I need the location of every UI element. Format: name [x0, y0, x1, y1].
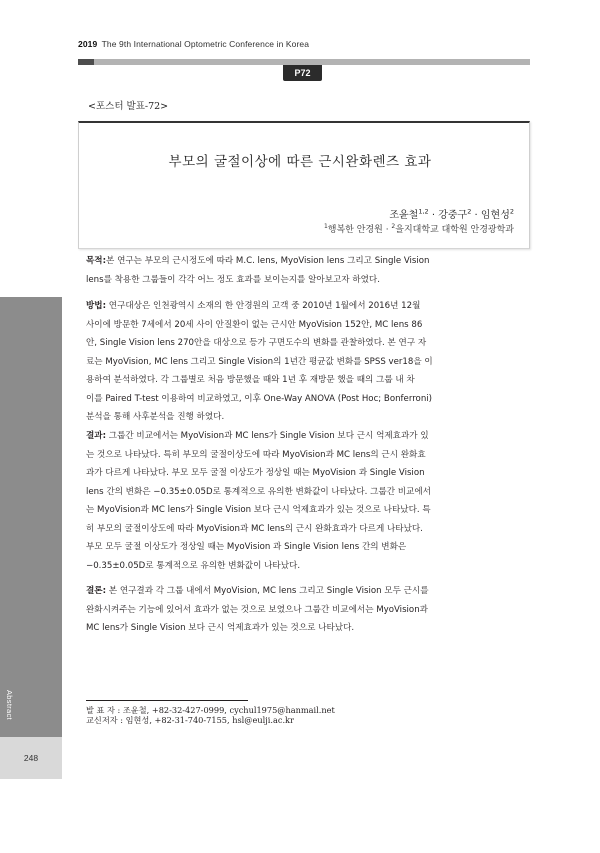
author-sup: 2 — [509, 207, 514, 216]
author-sup: 1,2 — [418, 207, 429, 216]
section-line: −0.35±0.05D로 통계적으로 유의한 변화값이 나타났다. — [86, 560, 301, 571]
poster-badge: P72 — [283, 65, 322, 81]
section-conclusion — [86, 582, 510, 638]
section-line: lens 간의 변화은 −0.35±0.05D로 통계적으로 유의한 변화값이 나타났다. 그룹간 비교에서 — [86, 486, 431, 497]
section-line: 완화시켜주는 기능에 있어서 효과가 없는 것으로 보였으나 그룹간 비교에서는 MyoVision과 — [86, 604, 428, 615]
author-separator: · — [428, 210, 439, 221]
side-tab-label: Abstract — [5, 690, 14, 720]
footnote-rule — [86, 700, 248, 701]
poster-label: <포스터 발표-72> — [88, 101, 169, 112]
section-line: 는 MyoVision과 MC lens가 Single Vision 보다 근시 억제효과가 있는 것으로 나타났다. 특 — [86, 505, 431, 515]
section-label: 결과: — [86, 431, 107, 441]
side-tab — [0, 297, 62, 737]
affiliation-text: 을지대학교 대학원 안경광학과 — [395, 225, 514, 235]
author-separator: · — [471, 210, 481, 221]
affiliation-list: $^1$행복한 안경원 · $^2$을지대학교 대학원 안경광학과 — [323, 223, 514, 235]
header-year: 2019 — [78, 39, 98, 49]
section-line: 본 연구결과 각 그룹 내에서 MyoVision, MC lens 그리고 Single Vision 모두 근시를 — [108, 586, 429, 596]
page-number: 248 — [23, 753, 39, 763]
author-list — [389, 206, 514, 221]
section-purpose — [86, 252, 510, 289]
section-line: 용하여 분석하였다. 각 그룹별로 처음 방문했을 때와 1년 후 재방문 했을 때의 그룹 내 차 — [86, 375, 415, 385]
footnote-presenter: 발 표 자 : 조윤철, +82-32-427-0999, cychul1975@hanmail.net — [86, 705, 335, 715]
section-label: 결론: — [86, 586, 107, 596]
page-number-box — [0, 737, 62, 779]
section-line: 이를 Paired T-test 이용하여 비교하였고, 이후 One-Way ANOVA (Post Hoc; Bonferroni) — [86, 393, 433, 404]
section-result — [86, 427, 510, 575]
section-line: lens를 착용한 그룹들이 각각 어느 정도 효과를 보이는지를 알아보고자 하였다. — [86, 274, 380, 285]
section-line: 본 연구는 부모의 근시정도에 따라 M.C. lens, MyoVision lens 그리고 Single Vision — [106, 256, 430, 266]
section-line: 연구대상은 인천광역시 소재의 한 안경원의 고객 중 2010년 1월에서 2016년 12월 — [108, 301, 421, 311]
top-rule-accent — [78, 59, 94, 65]
affiliation-text: 행복한 안경원 — [327, 225, 383, 235]
section-line: MC lens가 Single Vision 보다 근시 억제효과가 있는 것으로 나타났다. — [86, 623, 355, 633]
section-line: 분석을 통해 사후분석을 진행 하였다. — [86, 412, 225, 422]
affiliation-sup: 1 — [323, 223, 328, 230]
section-label: 방법: — [86, 301, 107, 311]
footnote-corresponding: 교신저자 : 임현성, +82-31-740-7155, hsl@eulji.ac.kr — [86, 715, 294, 725]
author-name: 조윤철 — [389, 210, 419, 221]
section-method — [86, 297, 510, 427]
section-label: 목적: — [86, 256, 107, 266]
section-line: 료는 MyoVision, MC lens 그리고 Single Vision의 1년간 평균값 변화를 SPSS ver18을 이 — [86, 356, 433, 367]
section-line: 과가 다르게 나타났다. 부모 모두 굴절 이상도가 정상일 때는 MyoVision 과 Single Vision — [86, 468, 425, 478]
paper-title: 부모의 굴절이상에 따른 근시완화렌즈 효과 — [168, 154, 432, 170]
section-line: 부모 모두 굴절 이상도가 정상일 때는 MyoVision 과 Single Vision lens 간의 변화은 — [86, 542, 407, 552]
author-sup: 2 — [467, 207, 472, 216]
section-line: 안, Single Vision lens 270안을 대상으로 등가 구면도수의 변화를 관찰하였다. 본 연구 자 — [86, 338, 427, 348]
author-name: 임현성 — [480, 210, 510, 221]
section-line: 히 부모의 굴절이상도에 따라 MyoVision과 MC lens의 근시 완화효과가 다르게 나타났다. — [86, 523, 423, 534]
header-conference: The 9th International Optometric Conference in Korea — [101, 39, 310, 49]
section-line: 그룹간 비교에서는 MyoVision과 MC lens가 Single Vision 보다 근시 억제효과가 있 — [108, 431, 429, 441]
section-line: 사이에 방문한 7세에서 20세 사이 안질환이 없는 근시안 MyoVision 152안, MC lens 86 — [86, 319, 423, 330]
author-name: 강중구 — [438, 210, 468, 221]
running-header — [78, 39, 309, 49]
affiliation-sup: 2 — [391, 223, 396, 230]
section-line: 는 것으로 나타났다. 특히 부모의 굴절이상도에 따라 MyoVision과 MC lens의 근시 완화효 — [86, 449, 426, 460]
